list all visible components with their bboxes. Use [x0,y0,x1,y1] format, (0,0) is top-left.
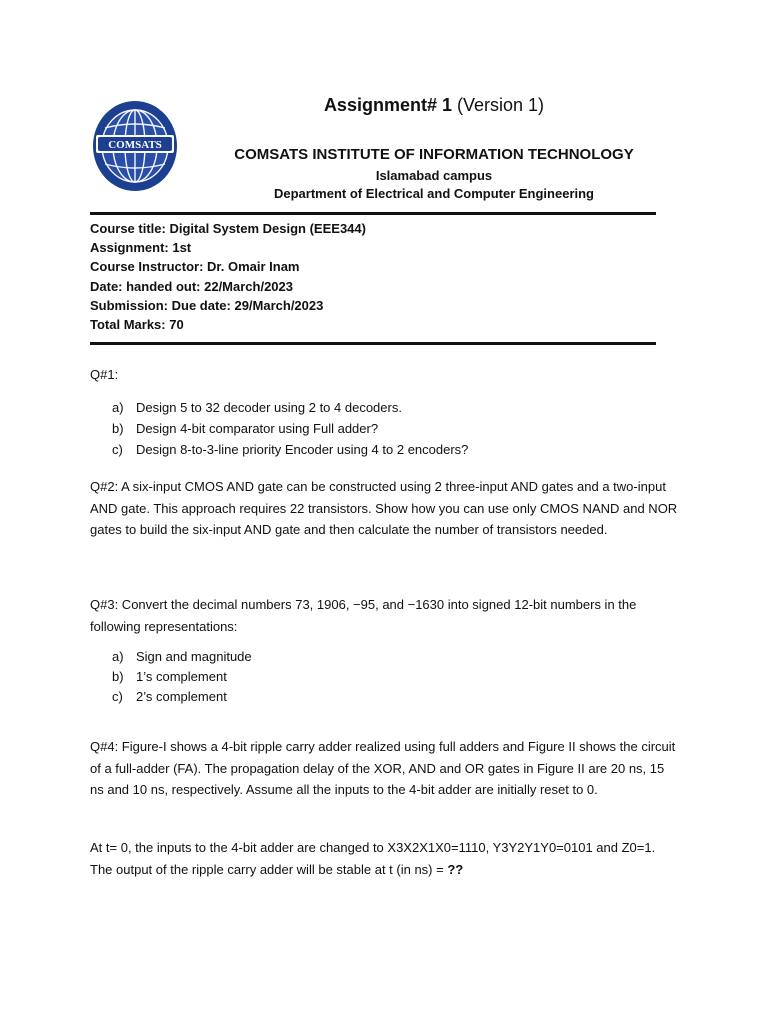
q4-followup: At t= 0, the inputs to the 4-bit adder are changed to X3X2X1X0=1110, Y3Y2Y1Y0=0101 and Z0=1. The output of the ripple carry adder will be stable at t (in ns) = ?? [90,840,656,877]
assignment-title [0,95,768,116]
q4-answer-placeholder: ?? [447,861,464,877]
total-marks: Total Marks: 70 [90,317,184,333]
date-handed-out: Date: handed out: 22/March/2023 [90,278,293,294]
q1-label: Q#1: [90,367,119,382]
bottom-divider [90,342,656,345]
institute-name: COMSATS INSTITUTE OF INFORMATION TECHNOLOGY [234,146,634,163]
top-divider [90,212,656,215]
q4-text: Q#4: Figure-I shows a 4-bit ripple carry adder realized using full adders and Figure II shows the circuit of a full-adder (FA). The propagation delay of the XOR, AND and OR gates in Figure II are 20 ns, 15 ns and 10 ns, respectively. Assume all the inputs to the 4-bit adder are initially reset to 0. [90,739,676,798]
q3-text: Q#3: Convert the decimal numbers 73, 1906, −95, and −1630 into signed 12-bit numbers in the following representations: [90,597,637,634]
svg-text:COMSATS: COMSATS [108,139,162,151]
q3-label: Q#3: [90,597,119,612]
course-info [90,219,366,334]
q3-options [112,647,252,707]
title-main: Assignment# 1 [323,95,452,115]
list-item: b) 1’s complement [112,669,227,684]
campus-name: Islamabad campus [375,168,493,183]
list-item: c) Design 8-to-3-line priority Encoder using 4 to 2 encoders? [112,442,469,457]
course-title: Course title: Digital System Design (EEE344) [90,221,366,236]
submission-date: Submission: Due date: 29/March/2023 [90,297,324,313]
department-name: Department of Electrical and Computer Engineering [274,186,594,201]
list-item: a) Sign and magnitude [112,649,252,664]
q4-label: Q#4: [90,739,119,754]
q1-options [112,397,468,460]
q2-text: Q#2: A six-input CMOS AND gate can be constructed using 2 three-input AND gates and a two-input AND gate. This approach requires 22 transistors. Show how you can use only CMOS NAND and NOR gates to build the six-input AND gate and then calculate the number of transistors needed. [90,479,678,538]
list-item: a) Design 5 to 32 decoder using 2 to 4 decoders. [112,400,402,415]
course-instructor: Course Instructor: Dr. Omair Inam [90,259,300,275]
q2-label: Q#2: [90,479,119,494]
assignment-number: Assignment: 1st [90,240,192,256]
title-version: (Version 1) [457,95,545,115]
list-item: c) 2’s complement [112,689,227,704]
list-item: b) Design 4-bit comparator using Full adder? [112,421,379,436]
